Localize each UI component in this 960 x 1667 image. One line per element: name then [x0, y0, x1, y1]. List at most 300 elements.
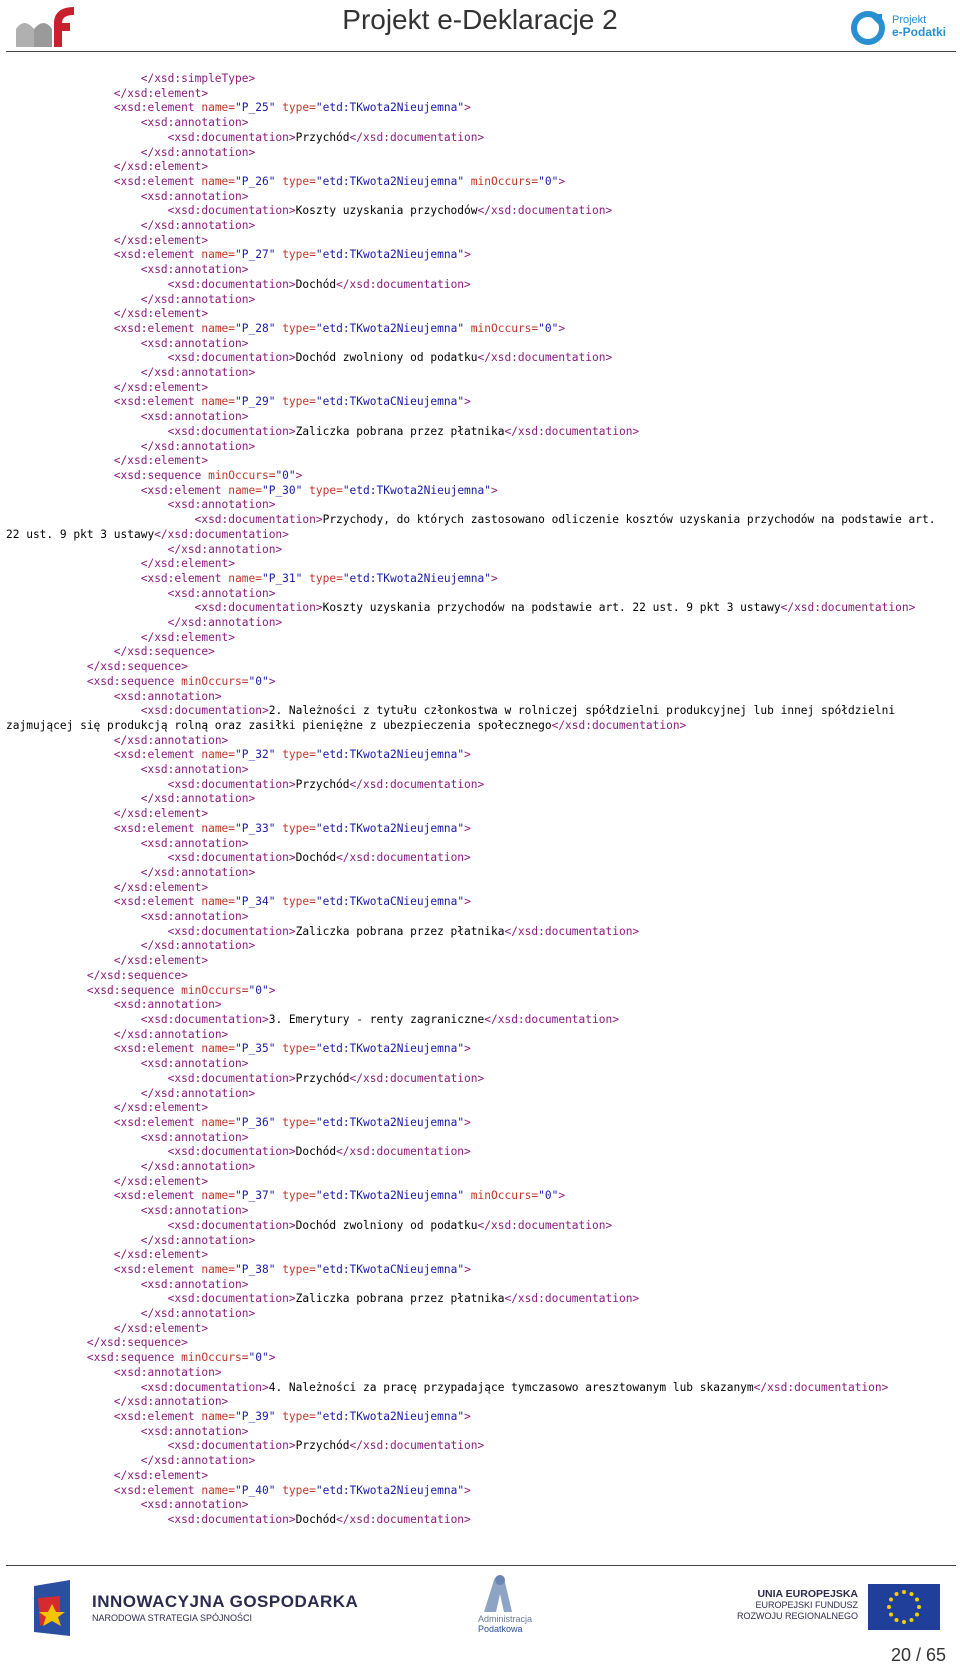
code-token: name= [228, 571, 262, 585]
code-text: 4. Należności za pracę przypadające tymczasowo aresztowanym lub skazanym [268, 1380, 754, 1394]
eu-star [895, 1592, 899, 1596]
code-line [6, 1175, 950, 1190]
code-token: <xsd:documentation> [140, 1013, 269, 1026]
code-token: name= [201, 1262, 236, 1276]
code-token: <xsd:documentation> [140, 1380, 269, 1394]
code-token: </xsd:element> [113, 1468, 209, 1482]
code-token: name= [228, 483, 262, 497]
code-token: </xsd:element> [140, 557, 236, 571]
code-token: minOccurs= [470, 174, 539, 188]
code-token: </xsd:element> [113, 1321, 209, 1335]
code-token: <xsd:documentation> [167, 277, 296, 291]
code-token: </xsd:documentation> [484, 1013, 619, 1026]
code-line [6, 939, 950, 954]
code-token: </xsd:documentation> [504, 924, 640, 938]
code-token: "etd:TKwota2Nieujemna" [315, 1115, 465, 1129]
code-token: name= [201, 1409, 236, 1423]
code-text: Przychód [295, 130, 350, 144]
code-token: "P_27" [235, 248, 283, 262]
code-token: "P_35" [235, 1042, 283, 1056]
code-token: </xsd:sequence> [113, 645, 215, 659]
code-line [6, 1351, 950, 1366]
code-token: > [464, 101, 471, 115]
code-token: </xsd:documentation> [336, 277, 471, 291]
eu-fund-logo-text: UNIA EUROPEJSKA EUROPEJSKI FUNDUSZ ROZWOJU REGIONALNEGO [736, 1588, 858, 1621]
code-line [6, 1366, 950, 1381]
code-token: </xsd:element> [113, 1101, 209, 1115]
code-line [6, 1263, 950, 1278]
code-token: <xsd:annotation> [140, 1130, 249, 1144]
code-token: > [491, 571, 498, 585]
code-line [6, 866, 950, 881]
code-line [6, 851, 950, 866]
code-token: <xsd:annotation> [140, 336, 249, 350]
code-token: </xsd:documentation> [477, 204, 613, 218]
code-token: "etd:TKwota2Nieujemna" [315, 248, 465, 262]
code-token: </xsd:annotation> [140, 439, 256, 453]
code-token: type= [282, 1115, 316, 1129]
code-token: "P_34" [235, 895, 283, 909]
eu-star [887, 1605, 891, 1609]
code-token: "etd:TKwota2Nieujemna" [315, 101, 465, 115]
page-number: 20 / 65 [890, 1645, 946, 1665]
code-token: name= [201, 895, 236, 909]
code-text: Koszty uzyskania przychodów [295, 204, 478, 218]
code-token: </xsd:annotation> [140, 1086, 256, 1100]
code-token: </xsd:documentation> [477, 351, 613, 365]
eu-star [902, 1590, 906, 1594]
code-token: "0" [248, 983, 269, 997]
code-token: type= [282, 895, 316, 909]
code-text: Koszty uzyskania przychodów na podstawie art. 22 ust. 9 pkt 3 ustawy [322, 601, 781, 615]
code-token: </xsd:documentation> [504, 424, 640, 438]
code-line [6, 1454, 950, 1469]
header-divider [6, 51, 956, 52]
code-line [6, 763, 950, 778]
code-token: </xsd:simpleType> [140, 72, 256, 85]
code-token: <xsd:annotation> [140, 410, 249, 424]
code-token: </xsd:element> [140, 630, 236, 644]
code-token: </xsd:annotation> [140, 145, 256, 159]
code-token: "etd:TKwota2Nieujemna" [342, 483, 491, 497]
code-token: "P_40" [235, 1483, 283, 1497]
code-token: <xsd:element [140, 483, 229, 497]
code-token: </xsd:documentation> [349, 1439, 485, 1453]
code-text: Zaliczka pobrana przez płatnika [295, 1292, 505, 1306]
code-token: "0" [248, 674, 269, 688]
code-line [6, 645, 950, 660]
code-token: <xsd:element [113, 395, 202, 409]
code-token: name= [201, 1189, 236, 1203]
code-token: name= [201, 821, 236, 835]
code-token: "etd:TKwota2Nieujemna" [342, 571, 491, 585]
code-text: Dochód zwolniony od podatku [295, 351, 478, 365]
code-token: > [268, 983, 276, 997]
code-token: <xsd:annotation> [140, 1277, 249, 1291]
code-line [6, 454, 950, 469]
code-token: </xsd:element> [113, 233, 209, 247]
code-line [6, 366, 950, 381]
code-token: <xsd:annotation> [140, 189, 249, 203]
code-token: <xsd:element [113, 248, 202, 262]
code-token: </xsd:annotation> [140, 366, 256, 380]
code-token: <xsd:element [113, 821, 202, 835]
code-line [6, 160, 950, 175]
code-token: > [464, 1409, 471, 1423]
code-line [6, 234, 950, 249]
code-token: <xsd:annotation> [167, 586, 276, 600]
code-token: minOccurs= [181, 674, 249, 688]
code-token: > [464, 1262, 471, 1276]
code-token: minOccurs= [470, 321, 539, 335]
code-line [6, 116, 950, 131]
code-line [6, 1425, 950, 1440]
eu-flag-icon [868, 1584, 940, 1630]
code-line [6, 1469, 950, 1484]
code-token: > [268, 1351, 276, 1365]
code-token: </xsd:annotation> [140, 1454, 256, 1468]
code-line [6, 998, 950, 1013]
code-line [6, 543, 950, 558]
code-token: > [464, 248, 471, 262]
code-line [6, 1278, 950, 1293]
code-line [6, 1234, 950, 1249]
code-token: <xsd:annotation> [113, 1365, 222, 1379]
code-token: > [558, 174, 566, 188]
eu-star [889, 1613, 893, 1617]
code-text: 2. Należności z tytułu członkostwa w rolniczej spółdzielni produkcyjnej lub innej spółdzielni zajmującej się produkcją rolną oraz zasiłki pieniężne z ubezpieczenia społecznego [6, 704, 902, 732]
code-token: </xsd:documentation> [349, 130, 485, 144]
code-token: "P_37" [235, 1189, 283, 1203]
administracja-podatkowa-logo-text: Administracja Podatkowa [478, 1614, 533, 1634]
code-line [6, 293, 950, 308]
code-token: "0" [538, 1189, 559, 1203]
code-line [6, 219, 950, 234]
code-token: </xsd:annotation> [140, 865, 256, 879]
code-line [6, 469, 950, 484]
code-token: <xsd:element [113, 101, 202, 115]
code-token: "etd:TKwota2Nieujemna" [315, 321, 471, 335]
innowacyjna-gospodarka-logo-icon [30, 1576, 90, 1638]
code-line [6, 248, 950, 263]
code-token: </xsd:annotation> [140, 219, 256, 233]
code-token: "P_29" [235, 395, 283, 409]
code-token: <xsd:documentation> [167, 1439, 296, 1453]
code-token: </xsd:element> [113, 454, 209, 468]
code-line [6, 1028, 950, 1043]
code-line [6, 1160, 950, 1175]
code-token: "P_28" [235, 321, 283, 335]
code-token: name= [201, 1042, 236, 1056]
code-line [6, 969, 950, 984]
code-token: minOccurs= [470, 1189, 539, 1203]
eu-star [889, 1598, 893, 1602]
code-line [6, 925, 950, 940]
code-token: </xsd:annotation> [167, 616, 283, 630]
code-line [6, 1087, 950, 1102]
code-token: > [464, 821, 471, 835]
code-line [6, 587, 950, 602]
code-token: <xsd:documentation> [140, 704, 269, 718]
code-token: <xsd:documentation> [167, 924, 296, 938]
code-token: </xsd:annotation> [167, 542, 283, 556]
code-token: "P_33" [235, 821, 283, 835]
footer-divider [6, 1565, 956, 1566]
code-token: "etd:TKwotaCNieujemna" [315, 895, 465, 909]
code-token: type= [282, 1262, 316, 1276]
code-line [6, 572, 950, 587]
code-token: </xsd:annotation> [140, 1233, 256, 1247]
code-line [6, 660, 950, 675]
code-line [6, 263, 950, 278]
code-token: </xsd:documentation> [753, 1380, 889, 1394]
code-line [6, 895, 950, 910]
code-token: <xsd:element [113, 1262, 202, 1276]
code-token: <xsd:sequence [86, 1351, 182, 1365]
code-token: <xsd:element [113, 1409, 202, 1423]
code-token: </xsd:sequence> [86, 1336, 188, 1350]
code-token: </xsd:element> [113, 1174, 209, 1188]
code-token: <xsd:element [113, 1042, 202, 1056]
code-token: > [268, 674, 276, 688]
code-text: Dochód [295, 1145, 337, 1159]
code-line [6, 1101, 950, 1116]
code-token: > [464, 1483, 471, 1497]
footer-logos [0, 1570, 960, 1642]
code-token: minOccurs= [181, 1351, 249, 1365]
code-token: "etd:TKwota2Nieujemna" [315, 1483, 465, 1497]
code-line [6, 1219, 950, 1234]
code-line [6, 1116, 950, 1131]
eu-star [895, 1618, 899, 1622]
eu-star [915, 1613, 919, 1617]
code-line [6, 484, 950, 499]
code-line [6, 748, 950, 763]
code-line [6, 1381, 950, 1396]
code-token: <xsd:documentation> [167, 130, 296, 144]
code-token: "0" [538, 174, 559, 188]
eu-star [910, 1618, 914, 1622]
code-token: <xsd:sequence [86, 983, 182, 997]
code-token: <xsd:documentation> [167, 424, 296, 438]
code-line [6, 601, 950, 616]
code-token: </xsd:documentation> [780, 601, 916, 615]
code-token: type= [282, 101, 316, 115]
code-line [6, 778, 950, 793]
code-line [6, 631, 950, 646]
code-token: </xsd:sequence> [86, 660, 188, 674]
code-line [6, 954, 950, 969]
code-token: > [558, 321, 566, 335]
code-token: <xsd:element [113, 1189, 202, 1203]
code-line [6, 984, 950, 999]
code-line [6, 1484, 950, 1499]
code-line [6, 498, 950, 513]
code-text: Przychody, do których zastosowano odliczenie kosztów uzyskania przychodów na podstawie art. 22 ust. 9 pkt 3 ustawy [6, 513, 943, 541]
code-token: type= [282, 321, 316, 335]
code-token: <xsd:documentation> [167, 851, 296, 865]
code-token: <xsd:documentation> [167, 777, 296, 791]
code-token: </xsd:element> [113, 807, 209, 821]
code-token: <xsd:documentation> [167, 1512, 296, 1526]
code-token: </xsd:documentation> [336, 1512, 471, 1526]
code-token: </xsd:annotation> [140, 292, 256, 306]
code-token: "P_39" [235, 1409, 283, 1423]
code-token: type= [309, 571, 343, 585]
code-token: <xsd:documentation> [167, 1292, 296, 1306]
code-token: </xsd:documentation> [349, 1071, 485, 1085]
code-line [6, 381, 950, 396]
code-token: minOccurs= [181, 983, 249, 997]
code-line [6, 351, 950, 366]
code-line [6, 1439, 950, 1454]
code-token: </xsd:annotation> [140, 792, 256, 806]
code-token: <xsd:annotation> [140, 1204, 249, 1218]
code-token: </xsd:documentation> [349, 777, 485, 791]
code-line [6, 792, 950, 807]
code-line [6, 1513, 950, 1528]
innowacyjna-gospodarka-logo-text: INNOWACYJNA GOSPODARKA NARODOWA STRATEGIA SPÓJNOŚCI [92, 1592, 359, 1623]
code-text: Dochód zwolniony od podatku [295, 1218, 478, 1232]
code-token: type= [282, 1483, 316, 1497]
code-token: "P_25" [235, 101, 283, 115]
code-token: "P_26" [235, 174, 283, 188]
code-line [6, 513, 950, 542]
code-line [6, 278, 950, 293]
code-line [6, 146, 950, 161]
code-token: "P_36" [235, 1115, 283, 1129]
code-token: "etd:TKwota2Nieujemna" [315, 748, 465, 762]
code-line [6, 807, 950, 822]
code-line [6, 1336, 950, 1351]
code-token: <xsd:documentation> [194, 601, 323, 615]
code-line [6, 1145, 950, 1160]
code-line [6, 690, 950, 705]
code-token: > [464, 895, 471, 909]
code-token: "etd:TKwota2Nieujemna" [315, 174, 471, 188]
code-token: <xsd:annotation> [113, 689, 222, 703]
code-token: <xsd:documentation> [167, 1071, 296, 1085]
code-token: <xsd:documentation> [194, 513, 323, 527]
code-token: > [491, 483, 498, 497]
code-text: Przychód [295, 777, 350, 791]
code-token: </xsd:annotation> [140, 1160, 256, 1174]
code-token: </xsd:documentation> [154, 527, 289, 541]
code-line [6, 1042, 950, 1057]
code-token: <xsd:documentation> [167, 1218, 296, 1232]
code-line [6, 1204, 950, 1219]
code-line [6, 1248, 950, 1263]
code-token: type= [282, 1042, 316, 1056]
code-token: <xsd:element [113, 1115, 202, 1129]
code-token: <xsd:element [113, 174, 202, 188]
code-line [6, 1307, 950, 1322]
code-token: > [295, 468, 303, 482]
eu-star [902, 1620, 906, 1624]
code-token: <xsd:annotation> [140, 836, 249, 850]
code-token: </xsd:documentation> [336, 1145, 471, 1159]
code-token: type= [282, 248, 316, 262]
code-token: > [464, 1115, 471, 1129]
code-text: Zaliczka pobrana przez płatnika [295, 924, 505, 938]
code-token: name= [201, 395, 236, 409]
code-token: <xsd:element [113, 895, 202, 909]
code-text: Przychód [295, 1439, 350, 1453]
code-line [6, 190, 950, 205]
code-token: name= [201, 748, 236, 762]
code-text: Zaliczka pobrana przez płatnika [295, 424, 505, 438]
code-token: "P_30" [261, 483, 310, 497]
code-token: <xsd:annotation> [140, 910, 249, 924]
code-line [6, 704, 950, 733]
code-line [6, 425, 950, 440]
code-token: </xsd:documentation> [551, 718, 687, 732]
code-token: </xsd:sequence> [86, 968, 188, 982]
code-token: "etd:TKwotaCNieujemna" [315, 395, 465, 409]
code-token: name= [201, 1115, 236, 1129]
code-token: type= [282, 748, 316, 762]
code-token: </xsd:annotation> [113, 733, 229, 747]
code-token: name= [201, 101, 236, 115]
code-token: > [464, 395, 471, 409]
code-token: <xsd:element [113, 321, 202, 335]
code-token: <xsd:sequence [113, 468, 209, 482]
code-token: <xsd:annotation> [140, 1057, 249, 1071]
code-line [6, 1131, 950, 1146]
code-line [6, 1498, 950, 1513]
code-token: > [464, 748, 471, 762]
code-line [6, 1057, 950, 1072]
code-line [6, 1292, 950, 1307]
code-line [6, 1395, 950, 1410]
administracja-podatkowa-logo-icon [478, 1572, 518, 1614]
code-token: <xsd:sequence [86, 674, 182, 688]
code-line [6, 675, 950, 690]
code-token: "0" [248, 1351, 269, 1365]
code-token: <xsd:element [140, 571, 229, 585]
code-token: type= [282, 395, 316, 409]
code-line [6, 322, 950, 337]
code-token: type= [309, 483, 343, 497]
code-token: > [558, 1189, 566, 1203]
page-title: Projekt e-Deklaracje 2 [342, 4, 618, 35]
code-line [6, 87, 950, 102]
e-podatki-logo-text: Projekt e-Podatki [892, 14, 947, 39]
eu-star [917, 1605, 921, 1609]
code-text: Dochód [295, 851, 337, 865]
code-token: "etd:TKwota2Nieujemna" [315, 1042, 465, 1056]
code-text: Przychód [295, 1071, 350, 1085]
code-line [6, 410, 950, 425]
code-line [6, 307, 950, 322]
code-token: <xsd:element [113, 748, 202, 762]
code-token: </xsd:documentation> [477, 1218, 613, 1232]
code-token: <xsd:annotation> [113, 998, 222, 1012]
code-token: <xsd:annotation> [140, 1424, 249, 1438]
code-token: </xsd:element> [113, 880, 209, 894]
code-token: type= [282, 821, 316, 835]
code-token: </xsd:element> [113, 160, 209, 174]
code-token: <xsd:element [113, 1483, 202, 1497]
code-line [6, 1410, 950, 1425]
code-token: </xsd:element> [113, 380, 209, 394]
code-token: type= [282, 1189, 316, 1203]
code-token: </xsd:element> [113, 307, 209, 321]
code-token: name= [201, 1483, 236, 1497]
code-line [6, 881, 950, 896]
code-token: "P_38" [235, 1262, 283, 1276]
code-line [6, 72, 950, 87]
